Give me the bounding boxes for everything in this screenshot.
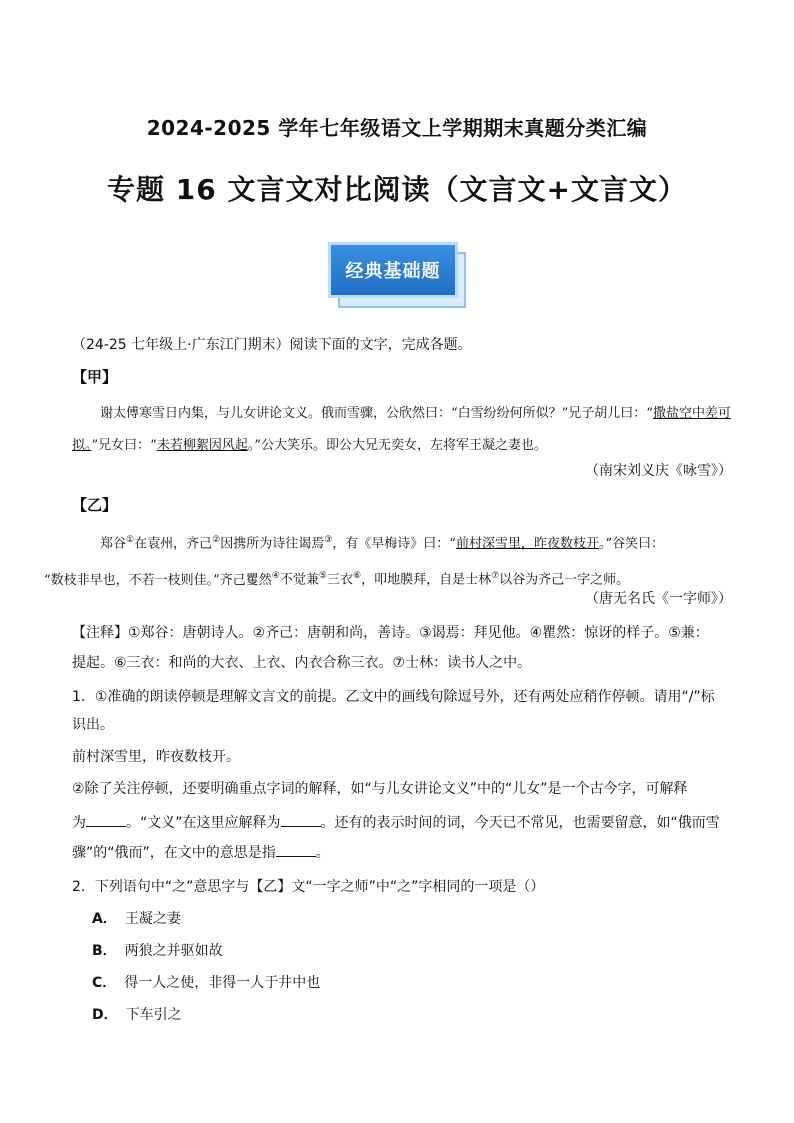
question-1-line-3: 前村深雪里，昨夜数枝开。 [72,749,240,765]
note-ref: ⑥ [352,571,362,582]
yi-mark: 【乙】 [72,496,118,514]
note-ref: ⑤ [318,571,327,582]
yi-text: “数枝非早也，不若一枝则佳。”齐己矍然 [44,572,272,588]
jia-source: （南宋刘义庆《咏雪》） [585,463,732,479]
answer-blank-1[interactable] [86,812,126,827]
jia-underline-3: 未若柳絮因风起 [156,438,248,453]
badge-label: 经典基础题 [328,242,458,298]
document-subtitle: 专题 16 文言文对比阅读（文言文+文言文） [107,173,687,206]
intro-text: （24-25 七年级上·广东江门期末）阅读下面的文字，完成各题。 [72,337,472,353]
jia-passage [72,398,732,462]
note-ref: ③ [324,535,333,545]
yi-text: 不觉兼 [279,572,319,588]
q1-text: 骤”的“俄而”，在文中的意思是指 [72,845,276,861]
question-1-line-5 [72,812,732,834]
question-1-line-1: 1．①准确的朗读停顿是理解文言文的前提。乙文中的画线句除逗号外，还有两处应稍作停顿。请用“/”标 [72,689,715,705]
section-badge [328,242,470,318]
yi-passage [44,524,732,597]
q1-text: 。“文义”在这里应解释为 [126,815,281,831]
yi-text: 因携所为诗往谒焉 [220,536,325,552]
note-ref: ④ [271,571,280,582]
yi-source: （唐无名氏《一字师》） [585,591,732,607]
option-letter: A． [92,911,117,927]
jia-underline-1: 撒盐 [652,406,679,421]
document-title: 2024-2025 学年七年级语文上学期期末真题分类汇编 [146,116,648,140]
question-1-line-6 [72,842,732,864]
option-d[interactable] [92,1004,182,1024]
option-letter: D． [92,1007,118,1023]
yi-text: ，有《早梅诗》曰：“ [332,536,456,552]
note-ref: ① [126,535,135,545]
option-letter: C． [92,975,117,991]
question-2-stem: 2．下列语句中“之”意思字与【乙】文“一字之师”中“之”字相同的一项是（） [72,879,545,895]
yi-underline: 前村深雪里，昨夜数枝开 [455,536,599,552]
q1-text: 。 [315,845,330,861]
note-ref: ⑦ [491,571,500,582]
yi-text: 三衣 [326,572,353,588]
jia-text-3: ”兄女曰：“ [91,438,157,453]
yi-text: 在袁州，齐己 [134,536,213,552]
yi-text: ，叩地膜拜，自是士林 [361,572,492,588]
q1-text: 为 [72,815,86,831]
option-a[interactable] [92,908,181,928]
q1-text: 。还有的表示时间的词，今天已不常见，也需要留意，如“俄而雪 [320,815,720,831]
jia-text-1: 谢太傅寒雪日内集，与儿女讲论文义。俄而雪骤，公欣然曰：“白雪纷纷何所似？”兄子胡儿曰：“ [100,406,653,421]
option-text: 得一人之使，非得一人于井中也 [124,975,321,991]
jia-text-4: 。”公大笑乐。即公大兄无奕女，左将军王凝之妻也。 [247,438,547,453]
jia-underline-2: 空中差可拟。 [72,406,731,453]
question-1-line-4: ②除了关注停顿，还要明确重点字词的解释，如“与儿女讲论文义”中的“儿女”是一个古今字，可解释 [72,781,688,797]
note-ref: ② [212,535,221,545]
option-letter: B． [92,943,117,959]
option-c[interactable] [92,972,320,992]
answer-blank-3[interactable] [276,842,316,857]
jia-mark: 【甲】 [72,368,118,386]
option-text: 王凝之妻 [124,911,181,927]
notes-line-2: 提起。⑥三衣：和尚的大衣、上衣、内衣合称三衣。⑦士林：读书人之中。 [72,655,532,671]
option-text: 下车引之 [125,1007,182,1023]
yi-text: 。”谷笑曰： [598,536,665,552]
answer-blank-2[interactable] [281,812,321,827]
yi-text: 郑谷 [100,536,127,552]
question-1-line-2: 识出。 [72,717,114,733]
yi-text: 以谷为齐己一字之师。 [499,572,630,588]
notes-line-1: 【注释】①郑谷：唐朝诗人。②齐己：唐朝和尚，善诗。③谒焉：拜见他。④瞿然：惊讶的样子。⑤兼： [72,625,709,641]
option-text: 两狼之并驱如故 [124,943,223,959]
option-b[interactable] [92,940,223,960]
